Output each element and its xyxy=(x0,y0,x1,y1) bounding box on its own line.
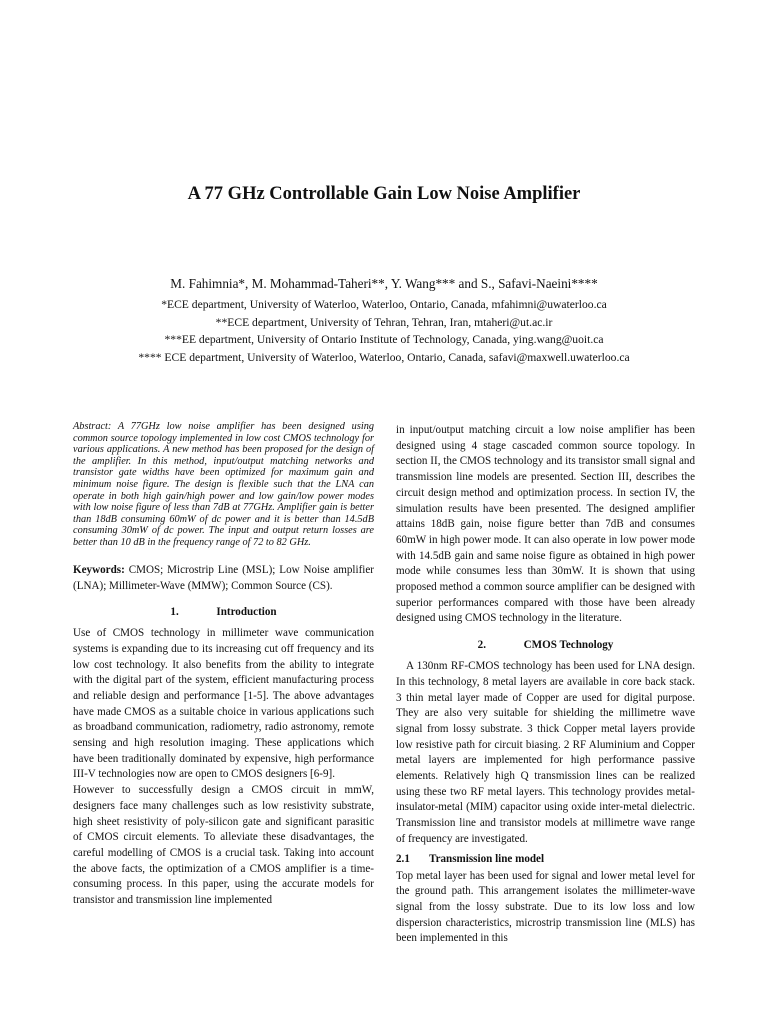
keywords-text: CMOS; Microstrip Line (MSL); Low Noise amplifier (LNA); Millimeter-Wave (MMW); Common Source (CS). xyxy=(73,563,374,593)
affiliation-3: ***EE department, University of Ontario Institute of Technology, Canada, ying.wang@uoit.ca xyxy=(164,333,604,347)
affiliation-4: **** ECE department, University of Waterloo, Waterloo, Ontario, Canada, safavi@maxwell.uwaterloo.ca xyxy=(138,350,630,364)
section-title: CMOS Technology xyxy=(523,639,614,652)
paper-title: A 77 GHz Controllable Gain Low Noise Amplifier xyxy=(187,184,581,204)
intro-paragraph-3: in input/output matching circuit a low noise amplifier has been designed using 4 stage cascaded common source topology. In section II, the CMOS technology and its transistor small signal and transmission line models are presented. Section III, describes the circuit design method and optimization process. In section IV, the simulation results have been presented. The designed amplifier attains 18dB gain, noise figure better than 7dB and consumes 60mW in high power mode. It can also operate in low power mode with 14.5dB gain and same noise figure as obtained in high power mode while consumes less than 30mW. It is shown that using proposed method a common source amplifier can be designed with superior performances compared with those have been already designed using CMOS technology in the literature. xyxy=(396,424,695,625)
author-list: M. Fahimnia*, M. Mohammad-Taheri**, Y. Wang*** and S., Safavi-Naeini**** xyxy=(170,276,598,291)
affiliation-2: **ECE department, University of Tehran, Tehran, Iran, mtaheri@ut.ac.ir xyxy=(215,315,553,329)
abstract: Abstract: A 77GHz low noise amplifier has been designed using common source topology implemented in low cost CMOS technology for various applications. A new method has been proposed for the design of the amplifier. In this method, input/output matching networks and transistor gate widths have been optimized for maximum gain and minimum noise figure. The design is flexible such that the LNA can operate in both high gain/high power and low gain/low power modes with low noise figure of less than 7dB at 77GHz. Amplifier gain is better than 18dB consuming 60mW of dc power and it is better than 14.5dB consuming 30mW of dc power. The input and output return losses are better than 10 dB in the frequency range of 72 to 82 GHz. xyxy=(73,421,374,548)
intro-paragraph-2: However to successfully design a CMOS circuit in mmW, designers face many challenges such as low resistivity substrate, high sheet resistivity of poly-silicon gate and significant parasitic of CMOS circuit elements. To alleviate these disadvantages, the careful modelling of CMOS is a crucial task. Taking into account the above facts, the optimization of a CMOS amplifier is a time-consuming process. In this paper, using the accurate models for transistor and transmission line implemented xyxy=(73,784,374,907)
affiliation-1: *ECE department, University of Waterloo, Waterloo, Ontario, Canada, mfahimni@uwaterloo.ca xyxy=(161,298,607,311)
section-number: 1. xyxy=(170,606,179,619)
right-column xyxy=(396,423,695,947)
subsection-heading-transmission-line xyxy=(396,852,695,867)
subsection-number: 2.1 xyxy=(396,852,410,865)
left-column xyxy=(73,421,374,909)
intro-paragraph-1: Use of CMOS technology in millimeter wave communication systems is expanding due to its increasing cut off frequency and its low cost technology. It also benefits from the ability to integrate with the digital part of the system, efficient manufacturing process and reliable design and performance [1-5]. The above advantages have made CMOS as a suitable choice in various applications such as broadband communication, radiometry, radio astronomy, remote sensing and high resolution imaging. These applications which have been traditionally dominated by expensive, high performance III-V technologies now are open to CMOS designers [6-9]. xyxy=(73,627,374,781)
subsection-title: Transmission line model xyxy=(429,852,545,865)
section-number: 2. xyxy=(477,639,486,652)
affiliations xyxy=(0,296,768,366)
section-heading-cmos-technology xyxy=(396,638,695,652)
tline-paragraph-1: Top metal layer has been used for signal and lower metal level for the ground path. This arrangement isolates the millimeter-wave signal from the lossy substrate. Due to its low loss and low dispersion characteristics, microstrip transmission line (MLS) has been implemented in this xyxy=(396,869,695,945)
section-title: Introduction xyxy=(216,606,277,619)
section-heading-introduction xyxy=(73,605,374,619)
keywords-label: Keywords: xyxy=(73,563,125,576)
keywords xyxy=(73,562,374,596)
cmos-paragraph-1: A 130nm RF-CMOS technology has been used for LNA design. In this technology, 8 metal layers are available in core back stack. 3 thin metal layer made of Copper are used for digital purpose. They are also very suitable for shielding the millimetre wave signal from lossy substrate. 3 thick Copper metal layers provide low resistive path for circuit biasing. 2 RF Aluminium and Copper metal layers are implemented for high performance passive elements. Relatively high Q transmission lines can be realized using these two RF metal layers. This technology provides metal-insulator-metal (MIM) capacitor using oxide inter-metal dielectric. Transmission line and transistor models at millimetre wave range of frequency are investigated. xyxy=(396,660,695,845)
